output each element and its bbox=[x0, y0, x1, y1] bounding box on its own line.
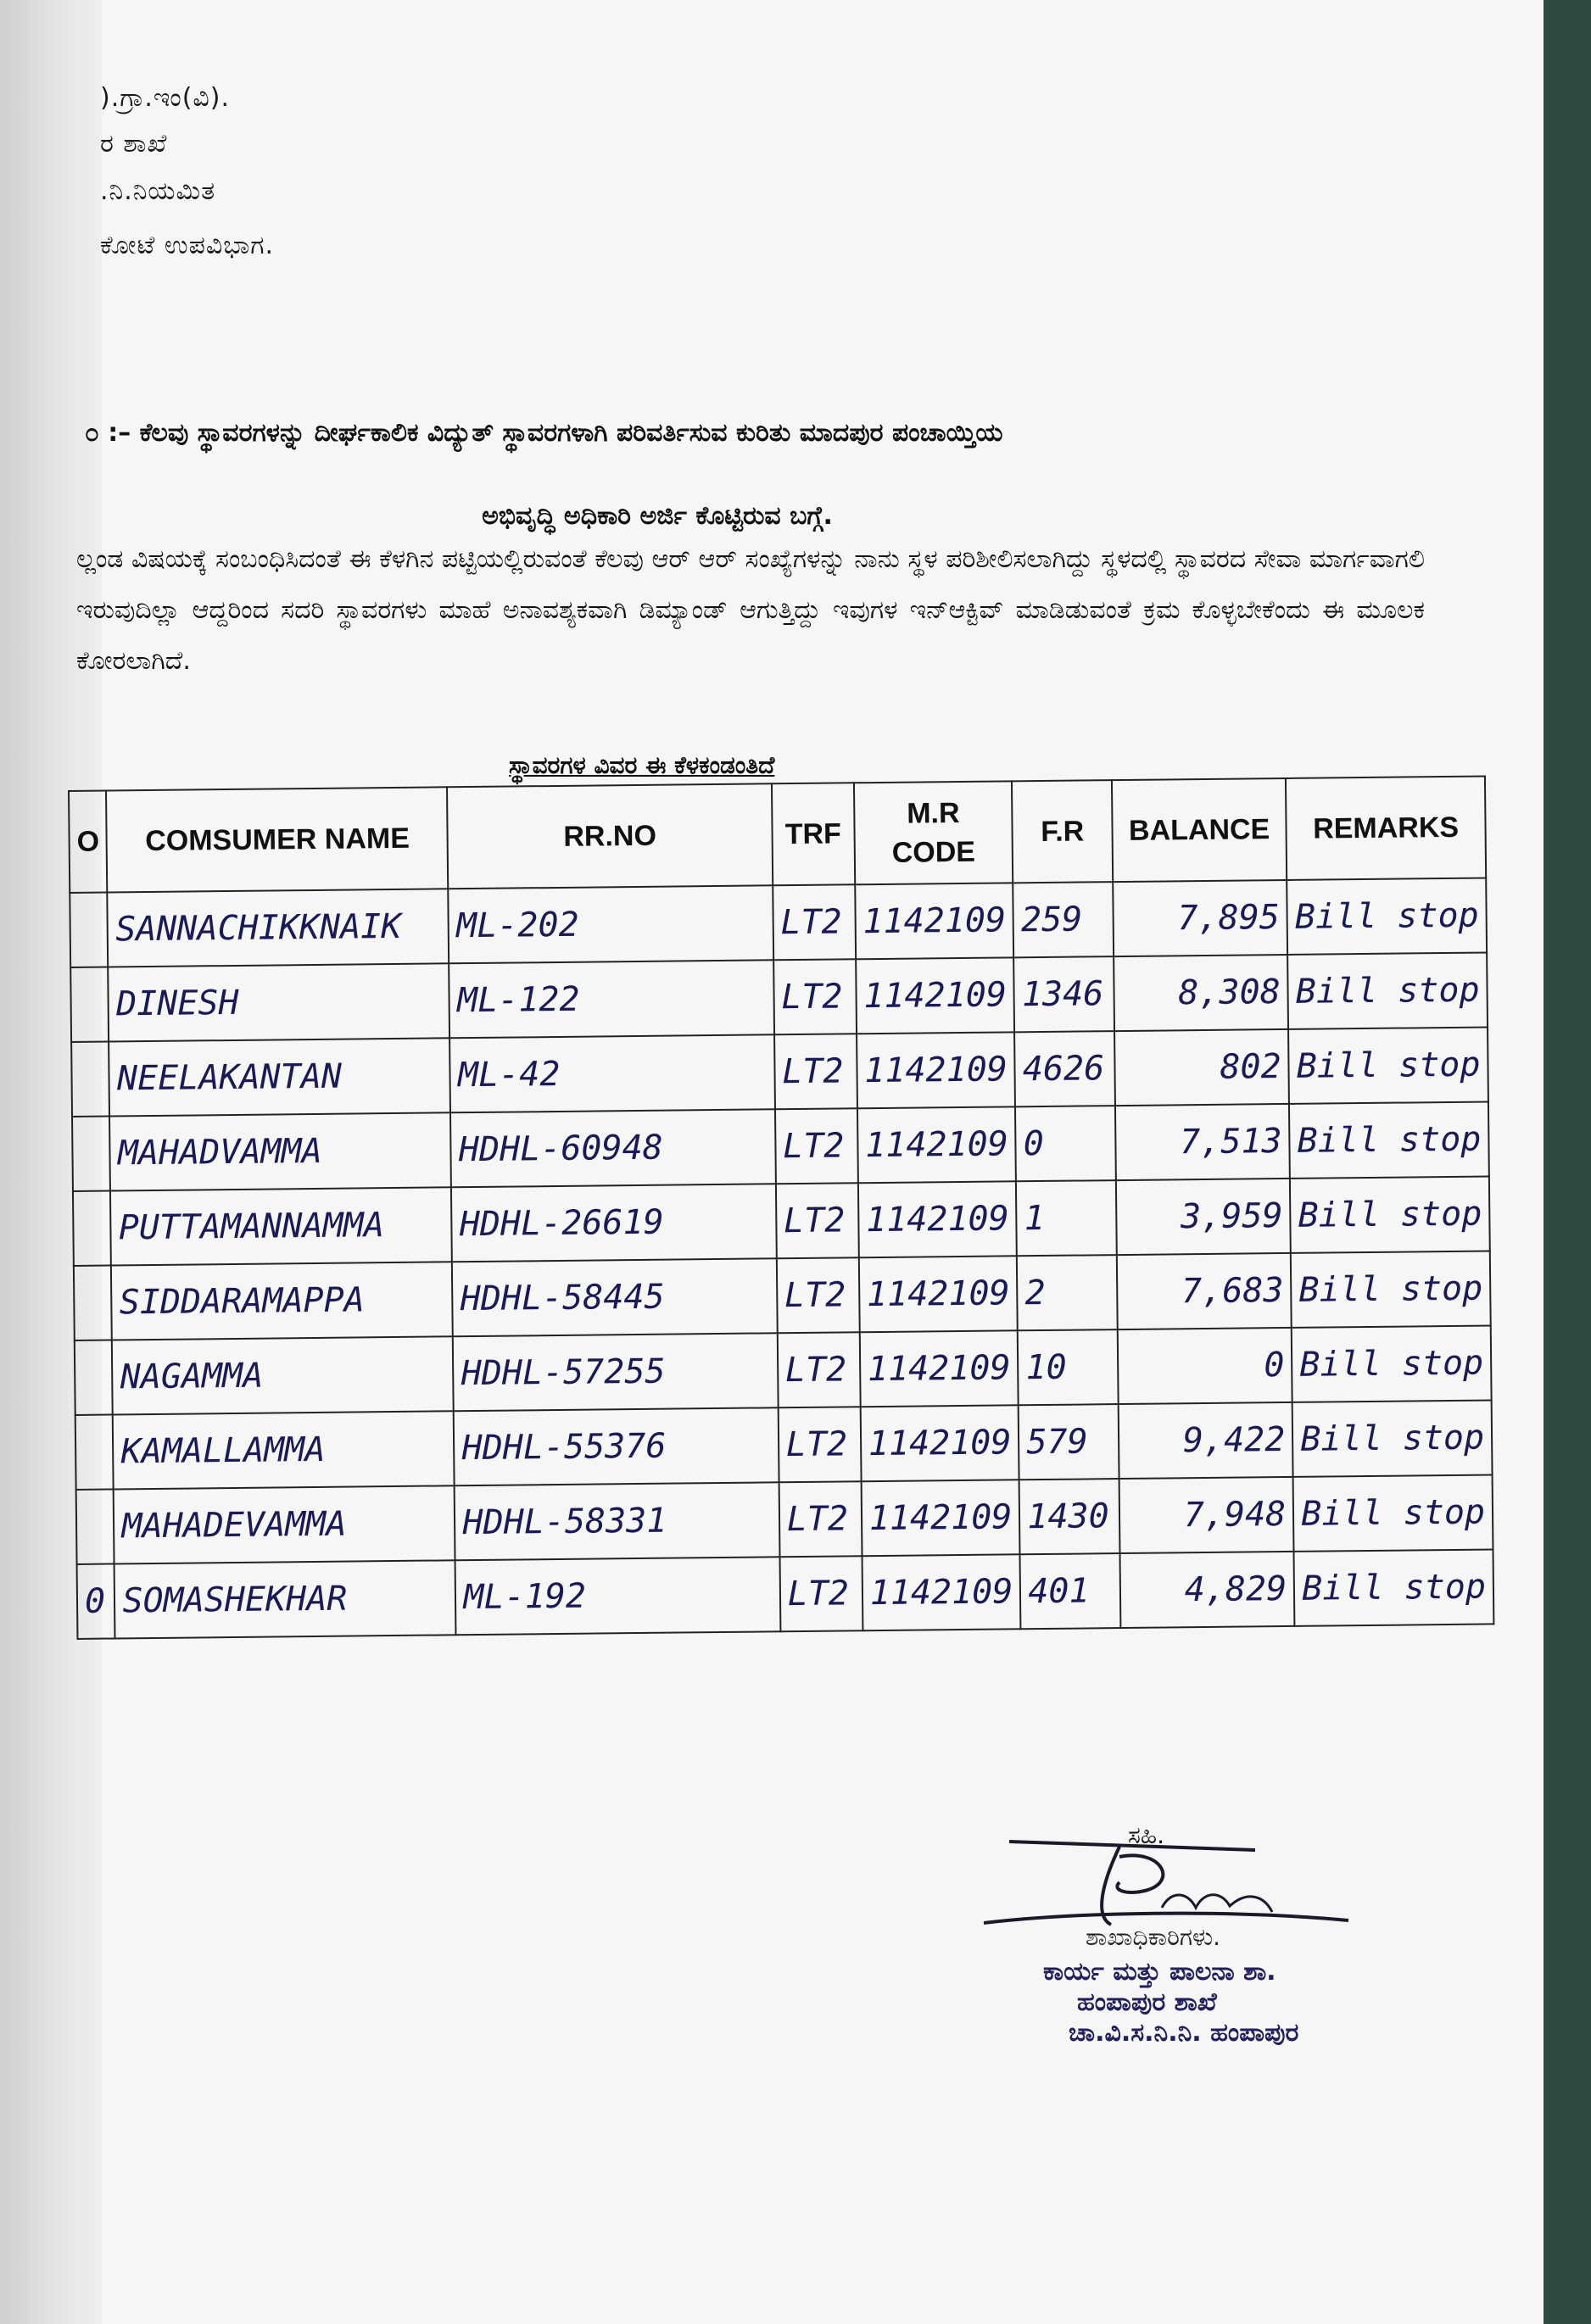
cell-sl bbox=[75, 1414, 114, 1489]
cell-consumer-name: SIDDARAMAPPA bbox=[111, 1262, 453, 1340]
header-remarks: REMARKS bbox=[1286, 777, 1486, 880]
cell-sl bbox=[75, 1340, 113, 1414]
cell-remarks: Bill stop bbox=[1290, 1176, 1490, 1252]
cell-fr: 10 bbox=[1018, 1329, 1118, 1405]
cell-rr-no: HDHL-58331 bbox=[455, 1482, 779, 1560]
cell-rr-no: HDHL-58445 bbox=[452, 1258, 777, 1336]
cell-trf: LT2 bbox=[779, 1556, 862, 1631]
cell-balance: 7,683 bbox=[1117, 1253, 1292, 1329]
cell-sl bbox=[74, 1265, 112, 1340]
cell-mr-code: 1142109 bbox=[859, 1256, 1018, 1332]
signature-title: ಶಾಖಾಧಿಕಾರಿಗಳು. bbox=[1086, 1923, 1221, 1951]
stamp-line-2: ಹಂಪಾಪುರ ಶಾಖೆ bbox=[1077, 1987, 1217, 2017]
cell-sl bbox=[70, 893, 108, 967]
cell-balance: 802 bbox=[1114, 1029, 1289, 1106]
header-line-4: ಕೋಟೆ ಉಪವಿಭಾಗ. bbox=[100, 231, 275, 260]
cell-remarks: Bill stop bbox=[1293, 1474, 1493, 1551]
header-consumer-name: COMSUMER NAME bbox=[106, 787, 448, 892]
cell-consumer-name: MAHADEVAMMA bbox=[114, 1485, 455, 1563]
cell-remarks: Bill stop bbox=[1292, 1400, 1493, 1476]
cell-mr-code: 1142109 bbox=[860, 1405, 1019, 1481]
cell-sl bbox=[71, 1042, 109, 1117]
header-balance: BALANCE bbox=[1112, 778, 1287, 882]
cell-sl: 0 bbox=[77, 1563, 115, 1638]
cell-fr: 0 bbox=[1015, 1106, 1115, 1181]
cell-consumer-name: NAGAMMA bbox=[112, 1336, 454, 1414]
cell-remarks: Bill stop bbox=[1291, 1251, 1491, 1327]
table-header-row bbox=[69, 777, 1486, 893]
table-body bbox=[70, 878, 1493, 1638]
header-fr: F.R bbox=[1012, 780, 1113, 883]
header-line-1: ).ಗ್ರಾ.ಇಂ(ವಿ). bbox=[100, 83, 231, 113]
cell-mr-code: 1142109 bbox=[860, 1330, 1019, 1407]
cell-balance: 9,422 bbox=[1119, 1402, 1293, 1479]
cell-consumer-name: NEELAKANTAN bbox=[109, 1038, 451, 1116]
cell-mr-code: 1142109 bbox=[858, 1181, 1017, 1257]
subject-line-2: ಅಭಿವೃದ್ಧಿ ಅಧಿಕಾರಿ ಅರ್ಜಿ ಕೊಟ್ಟಿರುವ ಬಗ್ಗೆ. bbox=[482, 501, 833, 531]
cell-balance: 8,308 bbox=[1114, 955, 1288, 1031]
cell-balance: 4,829 bbox=[1119, 1552, 1294, 1628]
cell-fr: 4626 bbox=[1014, 1031, 1114, 1106]
cell-sl bbox=[76, 1489, 114, 1563]
cell-trf: LT2 bbox=[779, 1481, 862, 1557]
cell-remarks: Bill stop bbox=[1287, 952, 1488, 1028]
cell-remarks: Bill stop bbox=[1292, 1325, 1492, 1402]
header-rr-no: RR.NO bbox=[447, 783, 772, 889]
cell-remarks: Bill stop bbox=[1288, 1027, 1488, 1103]
body-paragraph: ಲ್ಲಂಡ ವಿಷಯಕ್ಕೆ ಸಂಬಂಧಿಸಿದಂತೆ ಈ ಕೆಳಗಿನ ಪಟ್ಟಿಯಲ್ಲಿರುವಂತೆ ಕೆಲವು ಆರ್ ಆರ್ ಸಂಖ್ಯೆಗಳನ್ನು ನಾನು ಸ್ಥಳ ಪರಿಶೀಲಿಸಲಾಗಿದ್ದು ಸ್ಥಳದಲ್ಲಿ ಸ್ಥಾವರದ ಸೇವಾ ಮಾರ್ಗವಾಗಲಿ ಇರುವುದಿಲ್ಲಾ ಆದ್ದರಿಂದ ಸದರಿ ಸ್ಥಾವರಗಳು ಮಾಹೆ ಅನಾವಶ್ಯಕವಾಗಿ ಡಿಮ್ಯಾಂಡ್ ಆಗುತ್ತಿದ್ದು ಇವುಗಳ ಇನ್‌ಆಕ್ಟಿವ್ ಮಾಡಿಡುವಂತೆ ಕ್ರಮ ಕೊಳ್ಳಬೇಕೆಂದು ಈ ಮೂಲಕ ಕೋರಲಾಗಿದೆ. bbox=[76, 544, 1425, 676]
stamp-line-3: ಚಾ.ವಿ.ಸ.ನಿ.ನಿ. ಹಂಪಾಪುರ bbox=[1069, 2018, 1299, 2048]
cell-rr-no: HDHL-60948 bbox=[450, 1109, 775, 1187]
cell-balance: 3,959 bbox=[1116, 1179, 1291, 1255]
cell-consumer-name: SANNACHIKKNAIK bbox=[108, 889, 449, 967]
cell-rr-no: ML-202 bbox=[449, 885, 773, 963]
consumer-table bbox=[68, 775, 1494, 1639]
cell-sl bbox=[72, 1117, 110, 1191]
cell-balance: 0 bbox=[1118, 1328, 1292, 1404]
cell-trf: LT2 bbox=[776, 1183, 859, 1258]
cell-consumer-name: DINESH bbox=[109, 963, 450, 1041]
table-row bbox=[77, 1549, 1494, 1638]
cell-fr: 1430 bbox=[1019, 1479, 1119, 1554]
table-title: ಸ್ಥಾವರಗಳ ವಿವರ ಈ ಕೆಳಕಂಡಂತಿದೆ bbox=[509, 751, 775, 779]
cell-rr-no: ML-192 bbox=[455, 1557, 780, 1635]
cell-mr-code: 1142109 bbox=[861, 1480, 1019, 1556]
cell-balance: 7,513 bbox=[1115, 1104, 1290, 1180]
subject bbox=[85, 392, 1408, 558]
stamp-line-1: ಕಾರ್ಯ ಮತ್ತು ಪಾಲನಾ ಶಾ. bbox=[1043, 1957, 1276, 1987]
cell-rr-no: HDHL-26619 bbox=[451, 1184, 776, 1262]
cell-trf: LT2 bbox=[773, 884, 856, 960]
cell-mr-code: 1142109 bbox=[855, 883, 1013, 959]
header-trf: TRF bbox=[772, 783, 855, 885]
cell-remarks: Bill stop bbox=[1289, 1101, 1489, 1178]
header-line-3: .ನಿ.ನಿಯಮಿತ bbox=[100, 176, 216, 206]
cell-rr-no: HDHL-55376 bbox=[454, 1407, 779, 1485]
office-stamp bbox=[1043, 1957, 1298, 2048]
cell-consumer-name: SOMASHEKHAR bbox=[114, 1560, 456, 1638]
cell-rr-no: ML-122 bbox=[449, 960, 774, 1038]
header-mr-code-line-2: CODE bbox=[891, 835, 976, 869]
cell-consumer-name: KAMALLAMMA bbox=[113, 1411, 455, 1489]
cell-fr: 259 bbox=[1013, 882, 1114, 957]
cell-sl bbox=[70, 967, 109, 1042]
header-sl: O bbox=[69, 791, 108, 893]
signature-label: ಸಹಿ. bbox=[1128, 1821, 1165, 1849]
cell-fr: 2 bbox=[1017, 1255, 1117, 1330]
cell-trf: LT2 bbox=[774, 1034, 857, 1109]
cell-balance: 7,948 bbox=[1119, 1477, 1293, 1553]
cell-fr: 579 bbox=[1019, 1404, 1119, 1480]
subject-line-1: ೦ :– ಕೆಲವು ಸ್ಥಾವರಗಳನ್ನು ದೀರ್ಘಕಾಲಿಕ ವಿದ್ಯುತ್ ಸ್ಥಾವರಗಳಾಗಿ ಪರಿವರ್ತಿಸುವ ಕುರಿತು ಮಾದಪುರ ಪಂಚಾಯ್ತಿಯ bbox=[85, 418, 1003, 448]
header-mr-code-line-1: M.R bbox=[907, 796, 960, 830]
header-line-2: ರ ಶಾಖೆ bbox=[100, 129, 168, 159]
cell-trf: LT2 bbox=[775, 1108, 858, 1184]
cell-mr-code: 1142109 bbox=[862, 1554, 1020, 1630]
cell-fr: 1 bbox=[1016, 1180, 1116, 1256]
cell-trf: LT2 bbox=[776, 1257, 859, 1333]
cell-remarks: Bill stop bbox=[1287, 878, 1487, 954]
cell-balance: 7,895 bbox=[1113, 880, 1287, 956]
cell-trf: LT2 bbox=[773, 959, 857, 1034]
cell-mr-code: 1142109 bbox=[857, 1106, 1016, 1183]
cell-rr-no: ML-42 bbox=[450, 1034, 775, 1112]
cell-consumer-name: PUTTAMANNAMMA bbox=[110, 1187, 452, 1265]
cell-trf: LT2 bbox=[778, 1407, 861, 1482]
cell-consumer-name: MAHADVAMMA bbox=[109, 1112, 451, 1190]
cell-mr-code: 1142109 bbox=[857, 1032, 1015, 1108]
cell-fr: 1346 bbox=[1013, 956, 1114, 1032]
cell-rr-no: HDHL-57255 bbox=[453, 1333, 778, 1411]
cell-mr-code: 1142109 bbox=[856, 957, 1014, 1034]
cell-sl bbox=[73, 1190, 111, 1265]
cell-fr: 401 bbox=[1020, 1553, 1120, 1629]
cell-remarks: Bill stop bbox=[1294, 1549, 1494, 1625]
cell-trf: LT2 bbox=[777, 1332, 860, 1407]
header-mr-code bbox=[854, 781, 1013, 884]
